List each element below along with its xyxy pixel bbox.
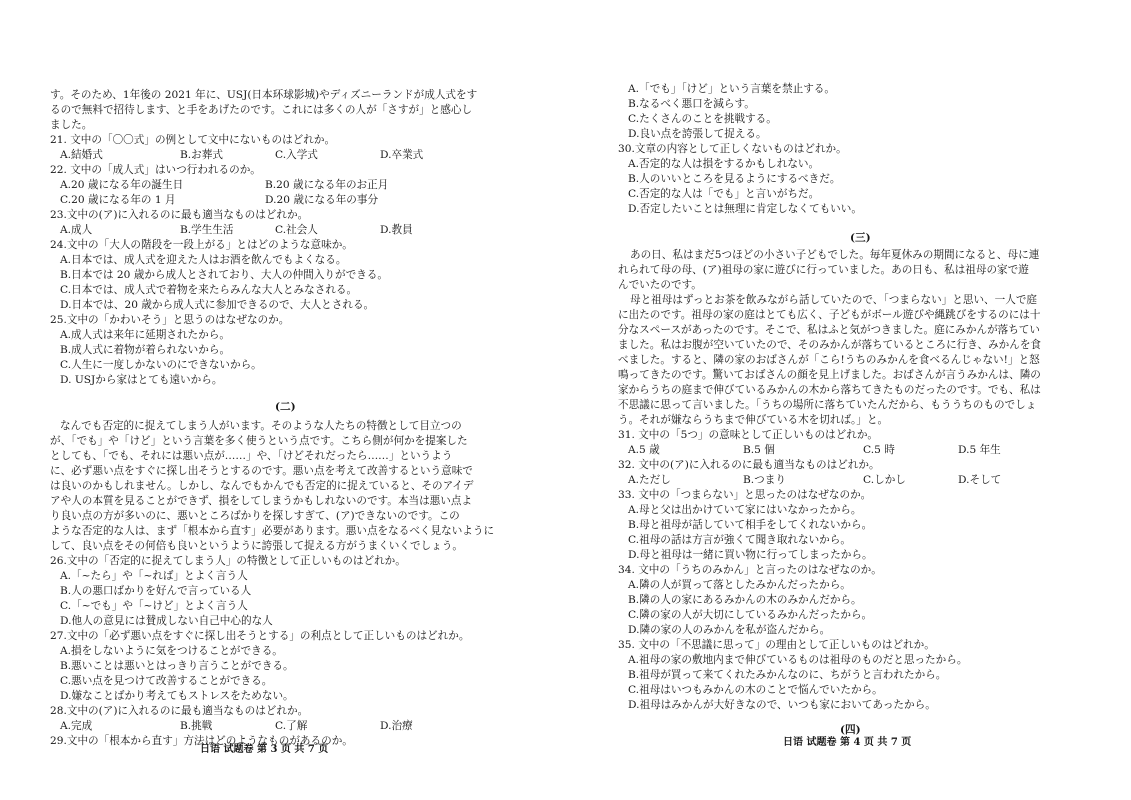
answer-option: C.20 歳になる年の 1 月 [60, 194, 176, 206]
passage-line: ました。私はお腹が空いていたので、そのみかんが落ちているところに行き、みかんを食 [618, 339, 1042, 351]
passage-line: 不思議に思って言いました。「うちの場所に落ちていたんだから、もううちのものでしょ [618, 399, 1037, 411]
passage-line: べました。すると、隣の家のおばさんが「こら!うちのみかんを食べるんじゃない!」と怒 [618, 354, 1040, 366]
question-stem: 23.文中の(ア)に入れるのに最も適当なものはどれか。 [50, 209, 309, 221]
answer-option: D.20 歳になる年の事分 [265, 194, 379, 206]
question-stem: 25.文中の「かわいそう」と思うのはなぜなのか。 [50, 314, 290, 326]
passage-line: れられて母の母、(ア)祖母の家に遊びに行っていました。あの日も、私は祖母の家で遊 [618, 264, 1029, 276]
passage-line: なんでも否定的に捉えてしまう人がいます。そのような人たちの特徴として目立つの [60, 420, 462, 432]
answer-option: C.了解 [275, 720, 308, 732]
passage-line: ました。 [50, 119, 93, 131]
answer-option: D.祖母はみかんが大好きなので、いつも家においてあったから。 [628, 699, 936, 711]
passage-line: う。それが嫌ならうちまで伸びている木を切れば。」と。 [618, 414, 889, 426]
answer-option: D.そして [958, 474, 1002, 486]
passage-line: んでいたのです。 [618, 279, 702, 291]
answer-option: D.否定したいことは無理に肯定しなくてもいい。 [628, 203, 862, 215]
answer-option: A.損をしないように気をつけることができる。 [60, 645, 283, 657]
answer-option: C.日本では、成人式で着物を来たらみんな大人とみなされる。 [60, 284, 358, 296]
answer-option: A.20 歳になる年の誕生日 [60, 179, 184, 191]
question-stem: 35. 文中の「不思議に思って」の理由として正しいものはどれか。 [618, 639, 935, 651]
answer-option: D.日本では、20 歳から成人式に参加できるので、大人とされる。 [60, 299, 375, 311]
answer-option: A.日本では、成人式を迎えた人はお酒を飲んでもよくなる。 [60, 254, 347, 266]
answer-option: C.祖母の話は方言が強くて聞き取れないから。 [628, 534, 851, 546]
page-footer: 日语 试题卷 第 4 页 共 7 页 [783, 737, 912, 748]
passage-line: が、「でも」や「けど」という言葉を多く使うという点です。こちら側が何かを提案した [50, 435, 468, 447]
answer-option: A.祖母の家の敷地内まで伸びているものは祖母のものだと思ったから。 [628, 654, 968, 666]
answer-option: B.悪いことは悪いとはっきり言うことができる。 [60, 660, 294, 672]
question-stem: 34. 文中の「うちのみかん」と言ったのはなぜなのか。 [618, 564, 882, 576]
passage-line: して、良い点をその何倍も良いというように誇張して捉える方がうまくいくでしょう。 [50, 540, 463, 552]
passage-line: に出たのです。祖母の家の庭はとても広く、子どもがボール遊びや縄跳びをするのには十 [618, 309, 1041, 321]
question-stem: 24.文中の「大人の階段を一段上がる」とはどのような意味か。 [50, 239, 353, 251]
answer-option: C.たくさんのことを挑戦する。 [628, 113, 777, 125]
question-stem: 28.文中の(ア)に入れるのに最も適当なものはどれか。 [50, 705, 309, 717]
passage-line: は良いのかもしれません。しかし、なんでもかんでも否定的に捉えていると、そのアイデ [50, 480, 474, 492]
answer-option: C.祖母はいつもみかんの木のことで悩んでいたから。 [628, 684, 883, 696]
passage-line: ような否定的な人は、まず「根本から直す」必要があります。悪い点をなるべく見ないように [50, 525, 495, 537]
question-stem: 27.文中の「必ず悪い点をすぐに探し出そうとする」の利点として正しいものはどれか。 [50, 630, 470, 642]
answer-option: A.完成 [60, 720, 93, 732]
answer-option: B.人のいいところを見るようにするべきだ。 [628, 173, 841, 185]
answer-option: B.なるべく悪口を減らす。 [628, 98, 755, 110]
page-footer: 日语 试题卷 第 3 页 共 7 页 [200, 744, 329, 755]
answer-option: C.否定的な人は「でも」と言いがちだ。 [628, 188, 820, 200]
answer-option: C.人生に一度しかないのにできないから。 [60, 359, 262, 371]
passage-line: に、必ず悪い点をすぐに探し出そうとするのです。悪い点を考えて改善するという意味で [50, 465, 473, 477]
answer-option: A.結婚式 [60, 149, 103, 161]
answer-option: D.教員 [380, 224, 413, 236]
answer-option: D.嫌なことばかり考えてもストレスをためない。 [60, 690, 294, 702]
answer-option: A.ただし [628, 474, 671, 486]
answer-option: B.母と祖母が話していて相手をしてくれないから。 [628, 519, 873, 531]
question-stem: 26.文中の「否定的に捉えてしまう人」の特徴として正しいものはどれか。 [50, 555, 406, 567]
passage-line: す。そのため、1年後の 2021 年に、USJ(日本环球影城)やディズニーランドが成人式をす [50, 89, 478, 101]
answer-option: A.成人式は来年に延期されたから。 [60, 329, 230, 341]
passage-line: あの日、私はまだ5つほどの小さい子どもでした。毎年夏休みの期間になると、母に連 [630, 249, 1040, 261]
passage-line: 鳴ってきたのです。驚いておばさんの顔を見上げました。おばさんが言うみかんは、隣の [618, 369, 1041, 381]
question-stem: 30.文章の内容として正しくないものはどれか。 [618, 143, 847, 155]
answer-option: C.入学式 [275, 149, 318, 161]
answer-option: B.20 歳になる年のお正月 [265, 179, 389, 191]
answer-option: C.隣の家の人が大切にしているみかんだったから。 [628, 609, 873, 621]
answer-option: B.お葬式 [180, 149, 223, 161]
answer-option: A.「~たら」や「~れば」とよく言う人 [60, 570, 248, 582]
answer-option: D.他人の意見には賛成しない自己中心的な人 [60, 615, 273, 627]
answer-option: A.成人 [60, 224, 93, 236]
answer-option: A.5 歳 [628, 444, 660, 456]
answer-option: B.成人式に着物が着られないから。 [60, 344, 231, 356]
passage-line: としても、「でも、それには悪い点が……」や、「けどそれだったら……」というよう [50, 450, 453, 462]
answer-option: D.母と祖母は一緒に買い物に行ってしまったから。 [628, 549, 873, 561]
answer-option: C.悪い点を見つけて改善することができる。 [60, 675, 273, 687]
answer-option: C.社会人 [275, 224, 318, 236]
answer-option: B.人の悪口ばかりを好んで言っている人 [60, 585, 252, 597]
answer-option: D.良い点を誇張して捉える。 [628, 128, 767, 140]
answer-option: D.隣の家の人のみかんを私が盗んだから。 [628, 624, 831, 636]
question-stem: 21. 文中の「〇〇式」の例として文中にないものはどれか。 [50, 134, 336, 146]
question-stem: 31. 文中の「5つ」の意味として正しいものはどれか。 [618, 429, 879, 441]
answer-option: B.5 個 [743, 444, 775, 456]
answer-option: B.つまり [743, 474, 786, 486]
question-stem: 22. 文中の「成人式」はいつ行われるのか。 [50, 164, 261, 176]
answer-option: C.5 時 [863, 444, 895, 456]
passage-line: 家からうちの庭まで伸びているみかんの木から落ちてきたものだったのです。でも、私は [618, 384, 1041, 396]
passage-line: 分なスペースがあったのです。そこで、私はふと気がつきました。庭にみかんが落ちてい [618, 324, 1040, 336]
answer-option: B.学生生活 [180, 224, 234, 236]
section-heading-two: (二) [275, 401, 296, 413]
passage-line: り良い点の方が多いのに、悪いところばかりを探しすぎて、(ア)できないのです。この [50, 510, 460, 522]
answer-option: D.5 年生 [958, 444, 1001, 456]
passage-line: 母と祖母はずっとお茶を飲みながら話していたので、「つまらない」と思い、一人で庭 [630, 294, 1038, 306]
answer-option: C.しかし [863, 474, 906, 486]
passage-line: るので無料で招待します、と手をあげたのです。これには多くの人が「さすが」と感心し [50, 104, 473, 116]
answer-option: B.祖母が買って来てくれたみかんなのに、ちがうと言われたから。 [628, 669, 947, 681]
answer-option: A.隣の人が買って落としたみかんだったから。 [628, 579, 851, 591]
page-3-column [50, 0, 525, 800]
answer-option: D. USJから家はとても遠いから。 [60, 374, 223, 386]
answer-option: B.挑戦 [180, 720, 213, 732]
answer-option: D.卒業式 [380, 149, 424, 161]
answer-option: B.隣の人の家にあるみかんの木のみかんだから。 [628, 594, 862, 606]
answer-option: A.否定的な人は損をするかもしれない。 [628, 158, 820, 170]
answer-option: B.日本では 20 歳から成人とされており、大人の仲間入りができる。 [60, 269, 388, 281]
question-stem: 29.文中の「根本から直す」方法はどのようなものがあるのか。 [50, 735, 353, 747]
section-heading-four: (四) [840, 724, 861, 736]
answer-option: C.「~でも」や「~けど」とよく言う人 [60, 600, 248, 612]
passage-line: アや人の本質を見ることができず、損をしてしまうかもしれないのです。本当は悪い点よ [50, 495, 473, 507]
question-stem: 33. 文中の「つまらない」と思ったのはなぜなのか。 [618, 489, 872, 501]
answer-option: A.母と父は出かけていて家にはいなかったから。 [628, 504, 862, 516]
answer-option: D.治療 [380, 720, 413, 732]
page-4-column [618, 0, 1088, 800]
section-heading-three: (三) [850, 232, 871, 244]
answer-option: A.「でも」「けど」という言葉を禁止する。 [628, 83, 835, 95]
question-stem: 32. 文中の(ア)に入れるのに最も適当なものはどれか。 [618, 459, 880, 471]
